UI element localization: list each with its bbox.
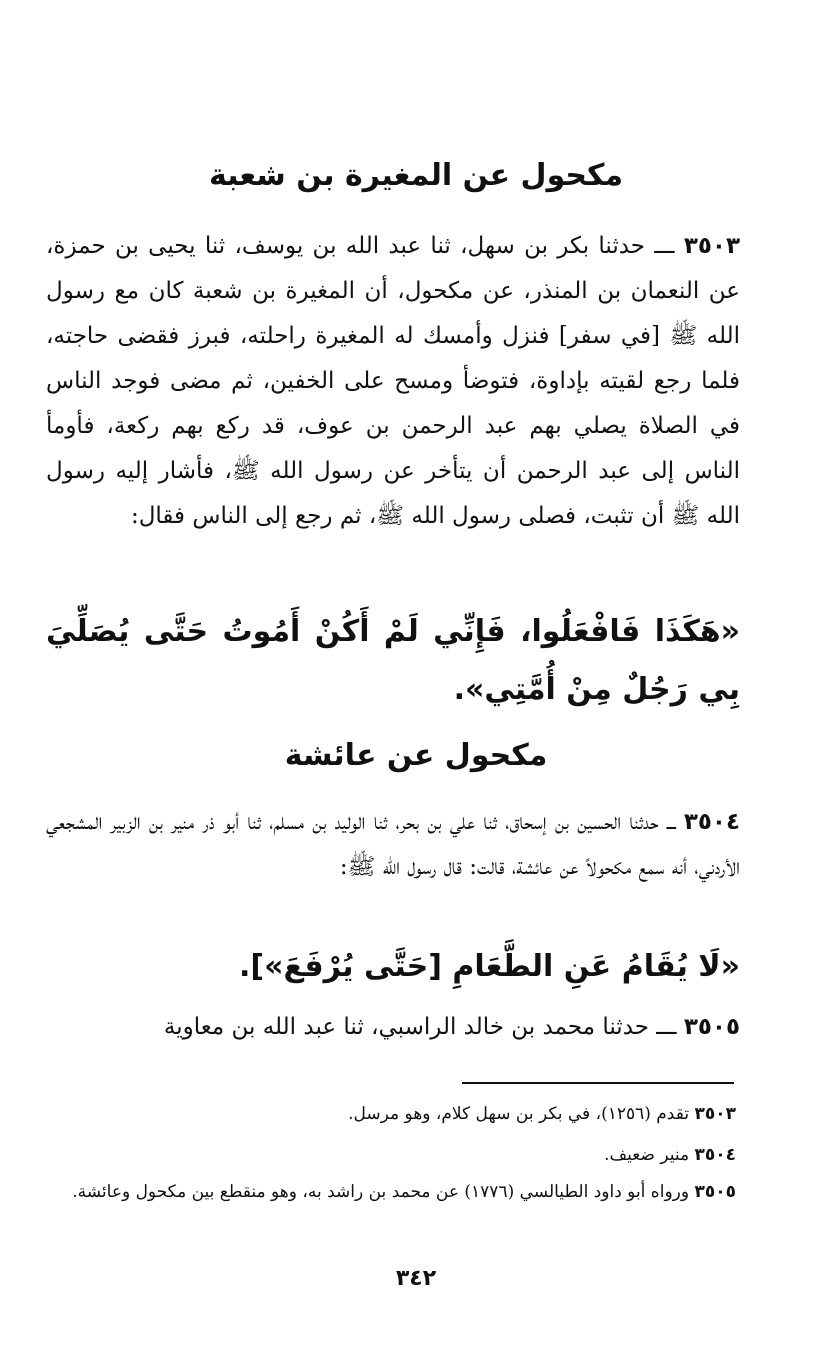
footnote-3504 <box>46 1139 736 1172</box>
page-number: ٣٤٢ <box>395 1266 437 1291</box>
footnote-separator <box>462 1082 734 1084</box>
hadith-number: ٣٥٠٣ <box>683 233 740 259</box>
footnote-text: منير ضعيف. <box>604 1145 690 1165</box>
footnote-number: ٣٥٠٣ <box>694 1104 736 1124</box>
hadith-3503: ٣٥٠٣ ـــ حدثنا بكر بن سهل، ثنا عبد الله بن يوسف، ثنا يحيى بن حمزة، عن النعمان بن المنذر، عن مكحول، أن المغيرة بن شعبة كان مع رسول الله ﷺ [في سفر] فنزل وأمسك له المغيرة راحلته، فبرز فقضى حاجته، فلما رجع لقيته بإداوة، فتوضأ ومسح على الخفين، ثم مضى فوجد الناس في الصلاة يصلي بهم عبد الرحمن بن عوف، قد ركع بهم ركعة، فأومأ الناس إلى عبد الرحمن أن يتأخر عن رسول الله ﷺ، فأشار إليه رسول الله ﷺ أن تثبت، فصلى رسول الله ﷺ، ثم رجع إلى الناس فقال: <box>46 233 740 529</box>
section-heading-mughira: مكحول عن المغيرة بن شعبة <box>208 158 624 193</box>
hadith-number: ٣٥٠٤ <box>683 809 740 835</box>
hadith-3504: ٣٥٠٤ ـــ حدثنا الحسين بن إسحاق، ثنا علي بن بحر، ثنا الوليد بن مسلم، ثنا أبو ذر منير بن الزبير المشجعي الأردني، أنه سمع مكحولاً عن عائشة، قالت: قال رسول الله ﷺ: <box>46 809 740 880</box>
section-heading-aisha: مكحول عن عائشة <box>284 738 548 773</box>
prophetic-quote-3503: «هَكَذَا فَافْعَلُوا، فَإِنِّي لَمْ أَكُنْ أَمُوتُ حَتَّى يُصَلِّيَ بِي رَجُلٌ مِنْ أُمَّتِي». <box>46 614 740 707</box>
footnote-text: تقدم (١٢٥٦)، في بكر بن سهل كلام، وهو مرسل. <box>348 1104 690 1124</box>
hadith-text: حدثنا محمد بن خالد الراسبي، ثنا عبد الله بن معاوية <box>163 1014 649 1040</box>
hadith-text: حدثنا بكر بن سهل، ثنا عبد الله بن يوسف، ثنا يحيى بن حمزة، عن النعمان بن المنذر، عن مكحول، أن المغيرة بن شعبة كان مع رسول الله ﷺ [في سفر] فنزل وأمسك له المغيرة راحلته، فبرز فقضى حاجته، فلما رجع لقيته بإداوة، فتوضأ ومسح على الخفين، ثم مضى فوجد الناس في الصلاة يصلي بهم عبد الرحمن بن عوف، قد ركع بهم ركعة، فأومأ الناس إلى عبد الرحمن أن يتأخر عن رسول الله ﷺ، فأشار إليه رسول الله ﷺ أن تثبت، فصلى رسول الله ﷺ، ثم رجع إلى الناس فقال: <box>46 233 740 529</box>
footnote-3505 <box>46 1176 736 1209</box>
footnote-text: ورواه أبو داود الطيالسي (١٧٧٦) عن محمد بن راشد به، وهو منقطع بين مكحول وعائشة. <box>72 1182 690 1202</box>
prophetic-quote-3504: «لَا يُقَامُ عَنِ الطَّعَامِ [حَتَّى يُرْفَعَ»]. <box>239 949 740 984</box>
hadith-3505: ٣٥٠٥ ـــ حدثنا محمد بن خالد الراسبي، ثنا عبد الله بن معاوية <box>163 1014 740 1040</box>
footnote-number: ٣٥٠٤ <box>694 1145 736 1165</box>
hadith-number: ٣٥٠٥ <box>683 1014 740 1040</box>
hadith-text: حدثنا الحسين بن إسحاق، ثنا علي بن بحر، ثنا الوليد بن مسلم، ثنا أبو ذر منير بن الزبير المشجعي الأردني، أنه سمع مكحولاً عن عائشة، قالت: قال رسول الله ﷺ: <box>46 809 740 880</box>
footnote-3503 <box>46 1098 736 1131</box>
footnote-number: ٣٥٠٥ <box>694 1182 736 1202</box>
